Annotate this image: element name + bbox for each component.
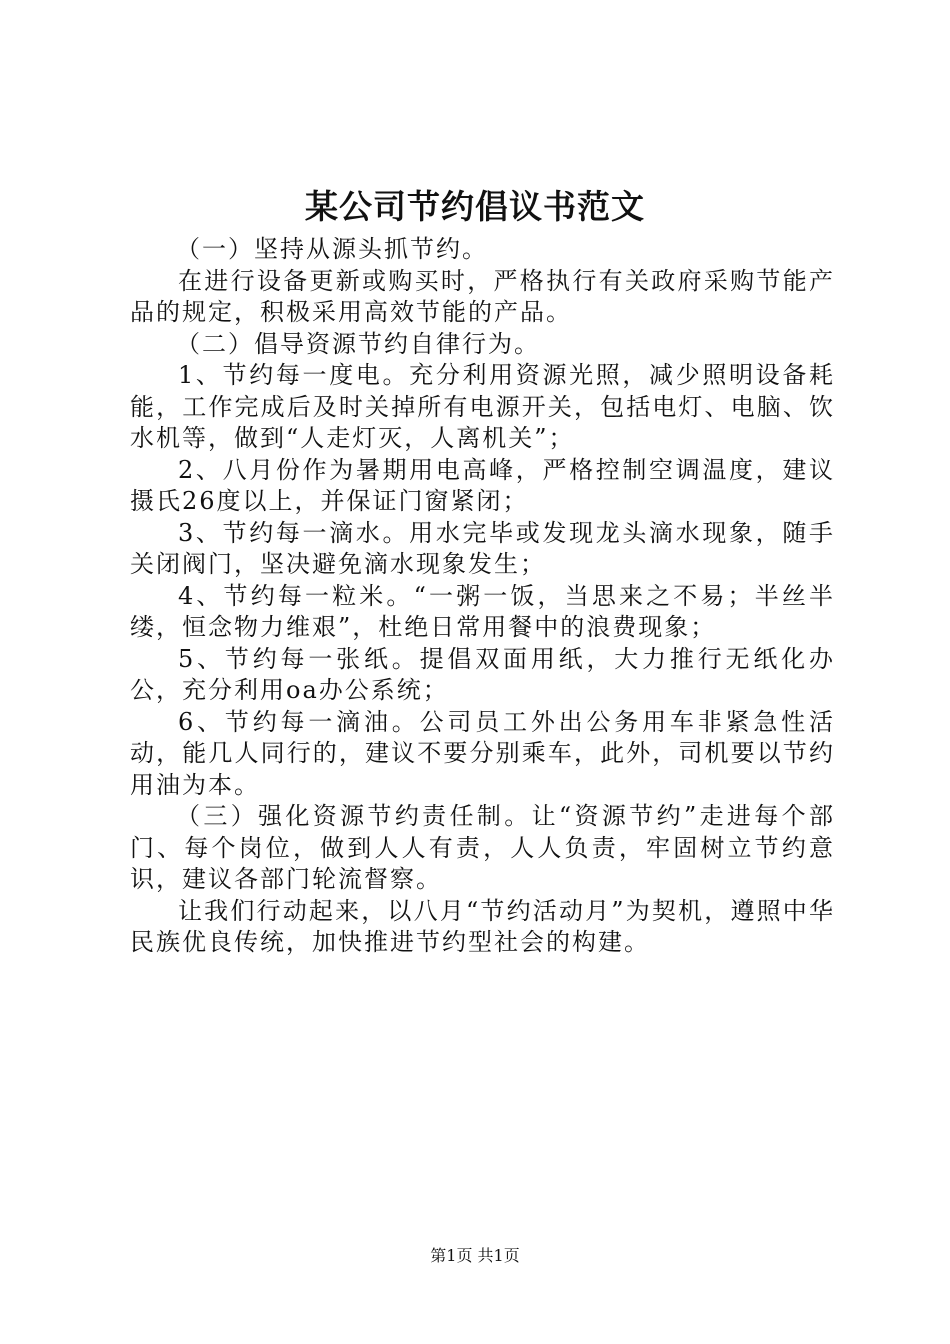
section-heading-3: （三）强化资源节约责任制。让“资源节约”走进每个部门、每个岗位，做到人人有责，人人负责，牢固树立节约意识，建议各部门轮流督察。 xyxy=(130,802,835,893)
section-heading-1: （一）坚持从源头抓节约。 xyxy=(176,235,488,263)
section-heading-2: （二）倡导资源节约自律行为。 xyxy=(176,329,540,358)
page-footer: 第1页 共1页 xyxy=(430,1246,520,1265)
closing-paragraph: 让我们行动起来，以八月“节约活动月”为契机，遵照中华民族优良传统，加快推进节约型社会的构建。 xyxy=(130,896,835,956)
list-item-5: 5、节约每一张纸。提倡双面用纸，大力推行无纸化办公，充分利用oa办公系统； xyxy=(130,644,835,704)
list-item-3: 3、节约每一滴水。用水完毕或发现龙头滴水现象，随手关闭阀门，坚决避免滴水现象发生； xyxy=(130,518,835,578)
document-title: 某公司节约倡议书范文 xyxy=(305,187,645,226)
list-item-4: 4、节约每一粒米。“一粥一饭，当思来之不易；半丝半缕，恒念物力维艰”，杜绝日常用餐中的浪费现象； xyxy=(130,581,835,641)
body-paragraph: 在进行设备更新或购买时，严格执行有关政府采购节能产品的规定，积极采用高效节能的产品。 xyxy=(130,266,835,326)
list-item-2: 2、八月份作为暑期用电高峰，严格控制空调温度，建议摄氏26度以上，并保证门窗紧闭； xyxy=(130,455,835,515)
list-item-6: 6、节约每一滴油。公司员工外出公务用车非紧急性活动，能几人同行的，建议不要分别乘车，此外，司机要以节约用油为本。 xyxy=(130,707,835,799)
list-item-1: 1、节约每一度电。充分利用资源光照，减少照明设备耗能，工作完成后及时关掉所有电源开关，包括电灯、电脑、饮水机等，做到“人走灯灭，人离机关”； xyxy=(130,361,835,452)
document-body xyxy=(130,234,835,959)
